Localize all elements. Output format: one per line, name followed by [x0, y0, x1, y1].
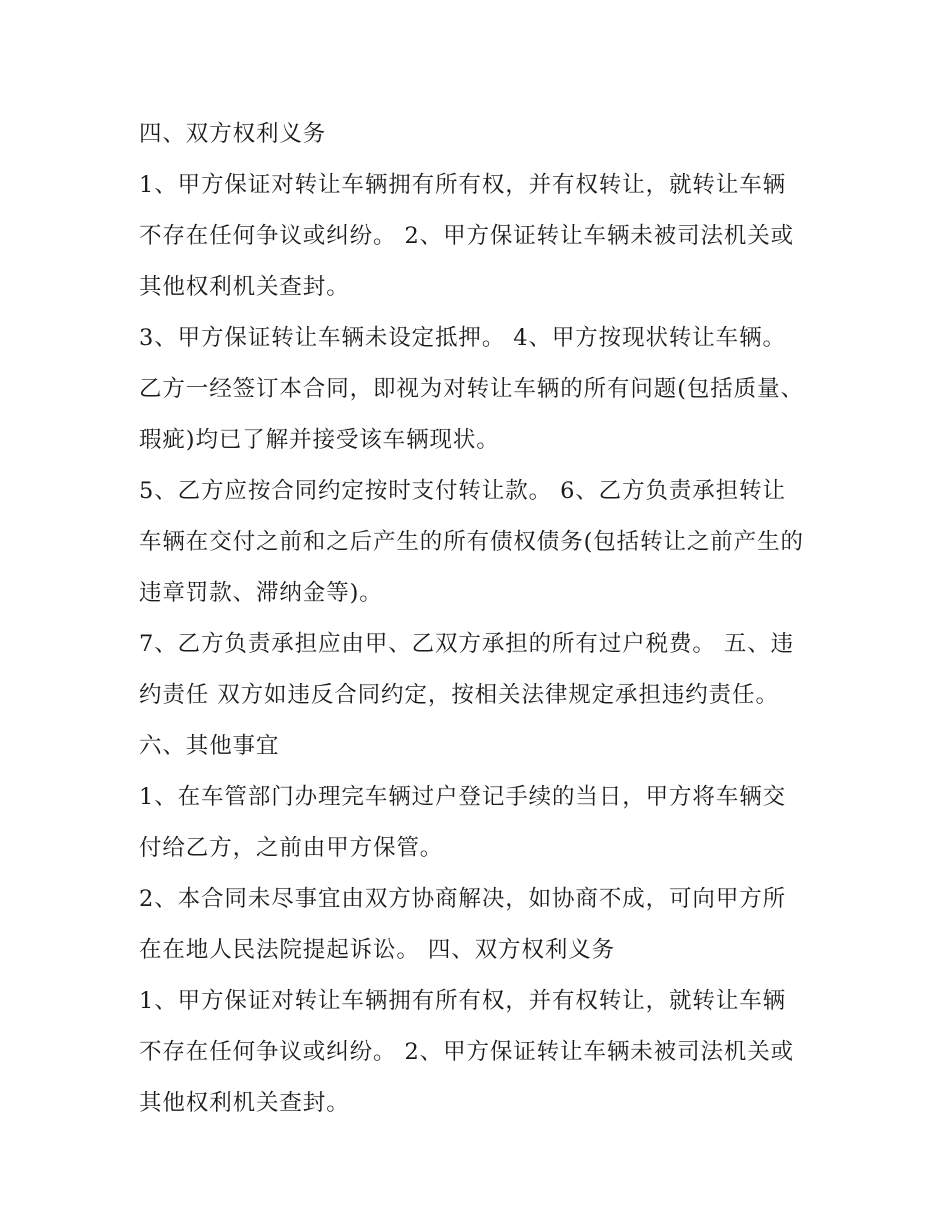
clause-paragraph: 1、甲方保证对转让车辆拥有所有权，并有权转让，就转让车辆不存在任何争议或纠纷。 2、甲方保证转让车辆未被司法机关或其他权利机关查封。 [139, 172, 795, 300]
document-body [139, 109, 807, 1129]
clause-paragraph: 1、在车管部门办理完车辆过户登记手续的当日，甲方将车辆交付给乙方，之前由甲方保管。 [139, 784, 787, 861]
clause-paragraph: 7、乙方负责承担应由甲、乙双方承担的所有过户税费。 五、违约责任 双方如违反合同约定，按相关法律规定承担违约责任。 六、其他事宜 [139, 631, 795, 759]
clause-paragraph: 1、甲方保证对转让车辆拥有所有权，并有权转让，就转让车辆不存在任何争议或纠纷。 2、甲方保证转让车辆未被司法机关或其他权利机关查封。 [139, 988, 795, 1116]
clause-paragraph: 3、甲方保证转让车辆未设定抵押。 4、甲方按现状转让车辆。乙方一经签订本合同，即视为对转让车辆的所有问题(包括质量、瑕疵)均已了解并接受该车辆现状。 [139, 325, 804, 453]
section-heading-rights-obligations: 四、双方权利义务 [139, 121, 327, 147]
clause-paragraph: 2、本合同未尽事宜由双方协商解决，如协商不成，可向甲方所在在地人民法院提起诉讼。 四、双方权利义务 [139, 886, 787, 963]
clause-paragraph: 5、乙方应按合同约定按时支付转让款。 6、乙方负责承担转让车辆在交付之前和之后产生的所有债权债务(包括转让之前产生的违章罚款、滞纳金等)。 [139, 478, 804, 606]
